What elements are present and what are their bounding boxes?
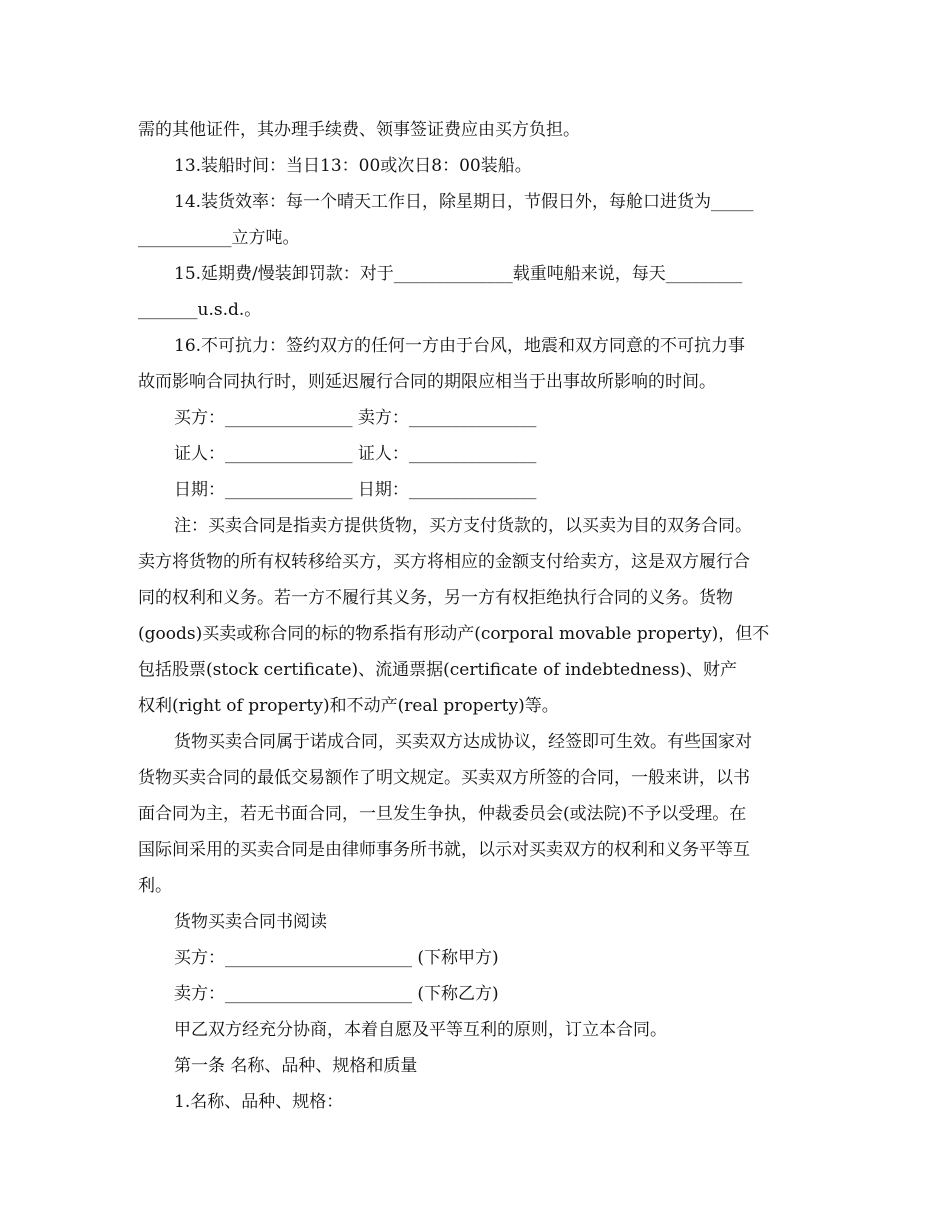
text-line: 注：买卖合同是指卖方提供货物，买方支付货款的，以买卖为目的双务合同。 [174,516,752,536]
text-line: 需的其他证件，其办理手续费、领事签证费应由买方负担。 [138,120,580,140]
signature-line: 日期：_______________ 日期：_______________ [174,480,537,500]
text-line: (goods)买卖或称合同的标的物系指有形动产(corporal movable property)，但不 [138,624,770,644]
text-line: 面合同为主，若无书面合同，一旦发生争执，仲裁委员会(或法院)不予以受理。在 [138,804,747,824]
article-heading: 第一条 名称、品种、规格和质量 [174,1056,418,1076]
text-line: 包括股票(stock certificate)、流通票据(certificate of indebtedness)、财产 [138,660,738,680]
text-line: 故而影响合同执行时，则延迟履行合同的期限应相当于出事故所影响的时间。 [138,372,716,392]
text-line: 15.延期费/慢装卸罚款：对于______________载重吨船来说，每天_________ [174,264,743,284]
party-line: 卖方：______________________ (下称乙方) [174,984,499,1004]
text-line: _______u.s.d.。 [138,300,262,320]
text-line: 1.名称、品种、规格： [174,1092,344,1112]
text-line: 甲乙双方经充分协商，本着自愿及平等互利的原则，订立本合同。 [174,1020,667,1040]
text-line: 国际间采用的买卖合同是由律师事务所书就，以示对买卖双方的权利和义务平等互 [138,840,750,860]
text-line: 14.装货效率：每一个晴天工作日，除星期日，节假日外，每舱口进货为_____ [174,192,754,212]
text-line: 卖方将货物的所有权转移给买方，买方将相应的金额支付给卖方，这是双方履行合 [138,552,750,572]
text-line: 权利(right of property)和不动产(real property)等。 [138,696,559,716]
text-line: 13.装船时间：当日13：00或次日8：00装船。 [174,156,532,176]
signature-line: 买方：_______________ 卖方：_______________ [174,408,537,428]
text-line: 16.不可抗力：签约双方的任何一方由于台风，地震和双方同意的不可抗力事 [174,336,746,356]
section-heading: 货物买卖合同书阅读 [174,912,327,932]
text-line: ___________立方吨。 [138,228,300,248]
party-line: 买方：______________________ (下称甲方) [174,948,499,968]
text-line: 货物买卖合同属于诺成合同，买卖双方达成协议，经签即可生效。有些国家对 [174,732,752,752]
text-line: 同的权利和义务。若一方不履行其义务，另一方有权拒绝执行合同的义务。货物 [138,588,733,608]
text-line: 货物买卖合同的最低交易额作了明文规定。买卖双方所签的合同，一般来讲，以书 [138,768,750,788]
text-line: 利。 [138,876,172,896]
signature-line: 证人：_______________ 证人：_______________ [174,444,537,464]
